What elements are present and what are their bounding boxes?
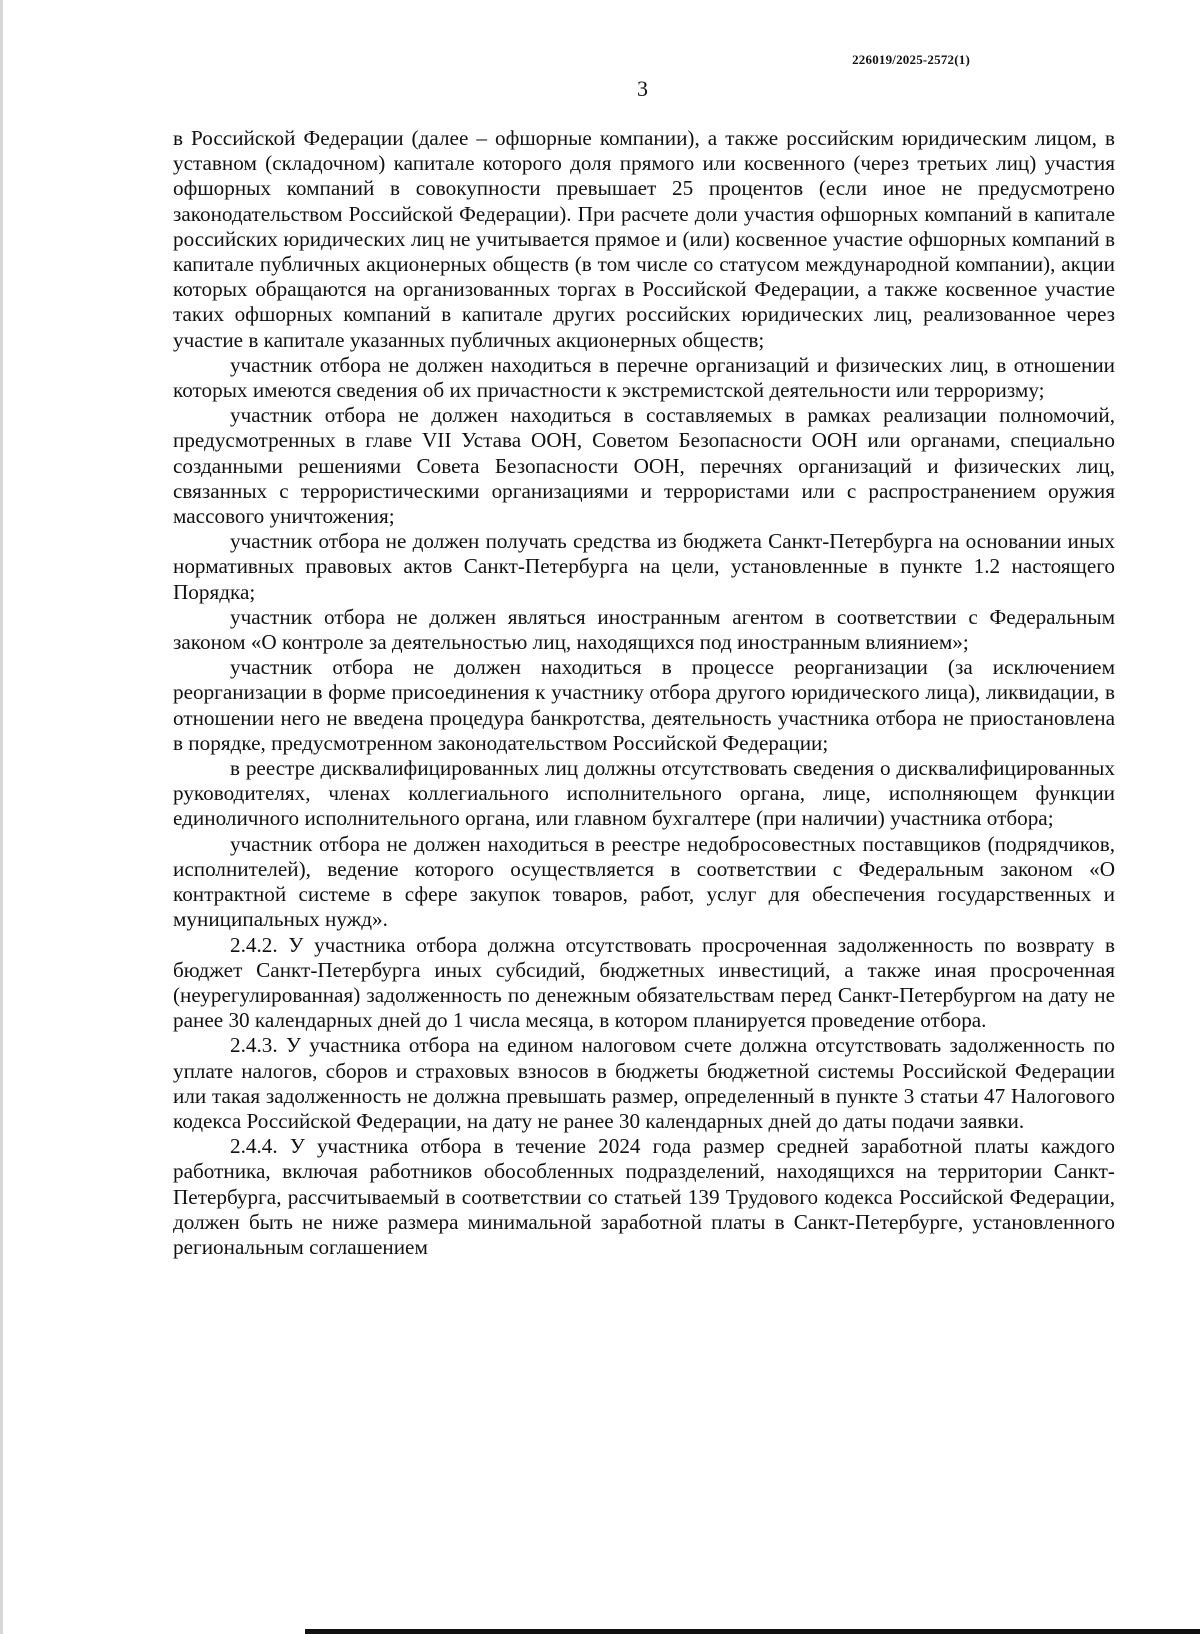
paragraph-reorganization: участник отбора не должен находиться в процессе реорганизации (за исключением реорганизации в форме присоединения к участнику отбора другого юридического лица), ликвидации, в отношении него не введена процедура банкротства, деятельность участника отбора не приостановлена в порядке, предусмотренном законодательством Российской Федерации; [173,655,1115,755]
paragraph-disqualified-register: в реестре дисквалифицированных лиц должны отсутствовать сведения о дисквалифицированных руководителях, членах коллегиального исполнительного органа, лице, исполняющем функции единоличного исполнительного органа, или главном бухгалтере (при наличии) участника отбора; [173,756,1115,831]
paragraph-un-sanctions-list: участник отбора не должен находиться в составляемых в рамках реализации полномочий, предусмотренных в главе VII Устава ООН, Советом Безопасности ООН или органами, специально созданными решениями Совета Безопасности ООН, перечнях организаций и физических лиц, связанных с террористическими организациями и террористами или с распространением оружия массового уничтожения; [173,403,1115,529]
paragraph-budget-funds: участник отбора не должен получать средства из бюджета Санкт-Петербурга на основании иных нормативных правовых актов Санкт-Петербурга на цели, установленные в пункте 1.2 настоящего Порядка; [173,529,1115,604]
scan-edge [0,0,3,1634]
document-reference-number: 226019/2025-2572(1) [852,52,970,67]
paragraph-2-4-2: 2.4.2. У участника отбора должна отсутствовать просроченная задолженность по возврату в бюджет Санкт-Петербурга иных субсидий, бюджетных инвестиций, а также иная просроченная (неурегулированная) задолженность по денежным обязательствам перед Санкт-Петербургом на дату не ранее 30 календарных дней до 1 числа месяца, в котором планируется проведение отбора. [173,932,1115,1033]
bottom-scan-border [305,1629,1200,1634]
paragraph-2-4-4: 2.4.4. У участника отбора в течение 2024 года размер средней заработной платы каждого работника, включая работников обособленных подразделений, находящихся на территории Санкт-Петербурга, рассчитываемый в соответствии со статьей 139 Трудового кодекса Российской Федерации, должен быть не ниже размера минимальной заработной платы в Санкт-Петербурге, установленного региональным соглашением [173,1134,1115,1259]
paragraph-2-4-3: 2.4.3. У участника отбора на едином налоговом счете должна отсутствовать задолженность по уплате налогов, сборов и страховых взносов в бюджеты бюджетной системы Российской Федерации или такая задолженность не должна превышать размер, определенный в пункте 3 статьи 47 Налогового кодекса Российской Федерации, на дату не ранее 30 календарных дней до даты подачи заявки. [173,1033,1115,1133]
paragraph-offshore-continuation: в Российской Федерации (далее – офшорные компании), а также российским юридическим лицом, в уставном (складочном) капитале которого доля прямого или косвенного (через третьих лиц) участия офшорных компаний в совокупности превышает 25 процентов (если иное не предусмотрено законодательством Российской Федерации). При расчете доли участия офшорных компаний в капитале российских юридических лиц не учитывается прямое и (или) косвенное участие офшорных компаний в капитале публичных акционерных обществ (в том числе со статусом международной компании), акции которых обращаются на организованных торгах в Российской Федерации, а также косвенное участие таких офшорных компаний в капитале других российских юридических лиц, реализованное через участие в капитале указанных публичных акционерных обществ; [173,126,1115,352]
paragraph-foreign-agent: участник отбора не должен являться иностранным агентом в соответствии с Федеральным законом «О контроле за деятельностью лиц, находящихся под иностранным влиянием»; [173,604,1115,655]
paragraph-unfair-suppliers: участник отбора не должен находиться в реестре недобросовестных поставщиков (подрядчиков, исполнителей), ведение которого осуществляется в соответствии с Федеральным законом «О контрактной системе в сфере закупок товаров, работ, услуг для обеспечения государственных и муниципальных нужд». [173,831,1115,932]
paragraph-extremism-list: участник отбора не должен находиться в перечне организаций и физических лиц, в отношении которых имеются сведения об их причастности к экстремистской деятельности или терроризму; [173,352,1115,403]
page-number: 3 [637,76,648,101]
document-body [173,126,1115,1260]
